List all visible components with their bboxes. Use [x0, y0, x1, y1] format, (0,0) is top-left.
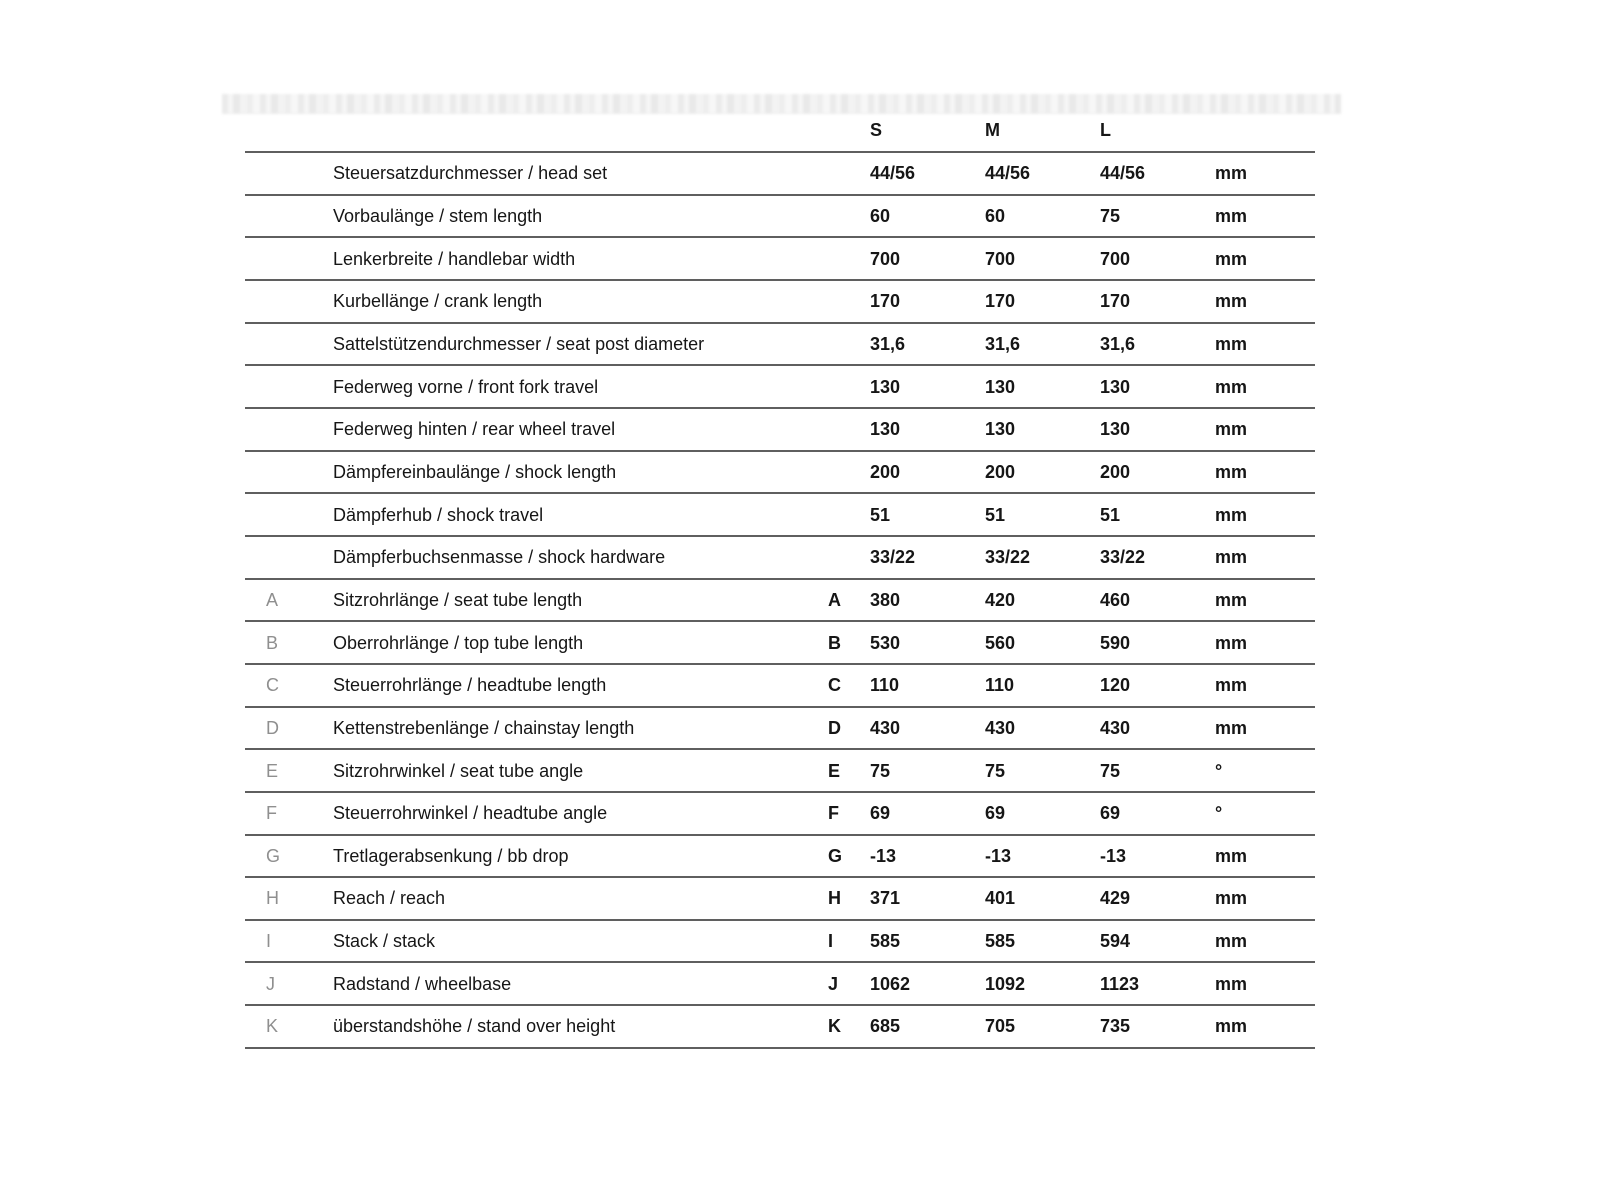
size-m-value: 69 — [985, 803, 1006, 824]
size-s-value: -13 — [870, 845, 897, 866]
row-letter-repeat: E — [828, 760, 841, 781]
size-l-value: 170 — [1100, 291, 1131, 312]
size-l-value: 735 — [1100, 1016, 1131, 1037]
table-row — [245, 196, 1315, 239]
row-label: Kurbellänge / crank length — [333, 291, 543, 312]
size-m-value: 1092 — [985, 973, 1026, 994]
row-unit: mm — [1215, 675, 1248, 696]
row-letter-repeat: I — [828, 931, 834, 952]
size-m-value: 560 — [985, 632, 1016, 653]
row-letter: K — [266, 1016, 279, 1037]
size-l-value: 130 — [1100, 419, 1131, 440]
row-letter-repeat: F — [828, 803, 839, 824]
size-s-value: 700 — [870, 248, 901, 269]
row-label: Oberrohrlänge / top tube length — [333, 632, 584, 653]
row-label: Steuerrohrwinkel / headtube angle — [333, 803, 608, 824]
column-header-size-s: S — [870, 119, 883, 140]
row-unit: mm — [1215, 461, 1248, 482]
table-row — [245, 153, 1315, 196]
row-letter: I — [266, 931, 272, 952]
size-s-value: 31,6 — [870, 333, 906, 354]
row-label: Reach / reach — [333, 888, 446, 909]
row-unit: mm — [1215, 931, 1248, 952]
size-m-value: 31,6 — [985, 333, 1021, 354]
row-label: Sattelstützendurchmesser / seat post diameter — [333, 333, 705, 354]
table-header-row — [245, 108, 1315, 153]
row-letter-repeat: A — [828, 589, 841, 610]
row-unit: mm — [1215, 291, 1248, 312]
row-label: Tretlagerabsenkung / bb drop — [333, 845, 569, 866]
size-l-value: 700 — [1100, 248, 1131, 269]
table-row — [245, 665, 1315, 708]
table-row — [245, 238, 1315, 281]
table-row — [245, 409, 1315, 452]
row-unit: mm — [1215, 333, 1248, 354]
size-l-value: 31,6 — [1100, 333, 1136, 354]
size-s-value: 371 — [870, 888, 901, 909]
row-label: Steuerrohrlänge / headtube length — [333, 675, 607, 696]
table-row — [245, 537, 1315, 580]
size-s-value: 130 — [870, 419, 901, 440]
size-m-value: 130 — [985, 419, 1016, 440]
size-m-value: 170 — [985, 291, 1016, 312]
table-row — [245, 750, 1315, 793]
row-label: Federweg hinten / rear wheel travel — [333, 419, 616, 440]
row-letter-repeat: J — [828, 973, 839, 994]
size-s-value: 1062 — [870, 973, 911, 994]
size-s-value: 69 — [870, 803, 891, 824]
size-m-value: 60 — [985, 205, 1006, 226]
size-l-value: 44/56 — [1100, 163, 1146, 184]
row-letter: J — [266, 973, 275, 994]
column-header-size-m: M — [985, 119, 1000, 140]
size-s-value: 585 — [870, 931, 901, 952]
size-s-value: 430 — [870, 717, 901, 738]
row-letter: G — [266, 845, 281, 866]
row-unit: mm — [1215, 1016, 1248, 1037]
row-letter-repeat: D — [828, 717, 841, 738]
table-row — [245, 836, 1315, 879]
table-row — [245, 366, 1315, 409]
row-label: Radstand / wheelbase — [333, 973, 512, 994]
size-s-value: 51 — [870, 504, 891, 525]
row-letter: B — [266, 632, 279, 653]
row-unit: mm — [1215, 376, 1248, 397]
size-l-value: -13 — [1100, 845, 1127, 866]
row-label: Vorbaulänge / stem length — [333, 205, 543, 226]
table-row — [245, 708, 1315, 751]
row-unit: mm — [1215, 632, 1248, 653]
table-row — [245, 1006, 1315, 1049]
size-s-value: 170 — [870, 291, 901, 312]
size-l-value: 120 — [1100, 675, 1131, 696]
size-l-value: 590 — [1100, 632, 1131, 653]
size-m-value: 200 — [985, 461, 1016, 482]
row-label: Dämpferhub / shock travel — [333, 504, 544, 525]
row-label: Kettenstrebenlänge / chainstay length — [333, 717, 635, 738]
table-body — [245, 153, 1315, 1049]
size-l-value: 51 — [1100, 504, 1121, 525]
size-s-value: 530 — [870, 632, 901, 653]
size-l-value: 594 — [1100, 931, 1131, 952]
size-m-value: 110 — [985, 675, 1015, 696]
size-s-value: 380 — [870, 589, 901, 610]
size-l-value: 430 — [1100, 717, 1131, 738]
table-row — [245, 324, 1315, 367]
size-m-value: 430 — [985, 717, 1016, 738]
size-l-value: 200 — [1100, 461, 1131, 482]
size-s-value: 130 — [870, 376, 901, 397]
size-s-value: 75 — [870, 760, 891, 781]
row-unit: mm — [1215, 419, 1248, 440]
row-label: Lenkerbreite / handlebar width — [333, 248, 576, 269]
row-letter: D — [266, 717, 279, 738]
size-m-value: 130 — [985, 376, 1016, 397]
table-row — [245, 281, 1315, 324]
column-header-size-l: L — [1100, 119, 1111, 140]
row-label: Federweg vorne / front fork travel — [333, 376, 599, 397]
row-letter: E — [266, 760, 279, 781]
size-s-value: 200 — [870, 461, 901, 482]
geometry-table — [245, 108, 1315, 1049]
size-s-value: 110 — [870, 675, 900, 696]
row-unit: mm — [1215, 888, 1248, 909]
size-l-value: 1123 — [1100, 973, 1140, 994]
row-letter: H — [266, 888, 279, 909]
row-unit: mm — [1215, 205, 1248, 226]
size-s-value: 44/56 — [870, 163, 916, 184]
row-letter-repeat: B — [828, 632, 841, 653]
table-row — [245, 963, 1315, 1006]
size-m-value: 51 — [985, 504, 1006, 525]
size-l-value: 33/22 — [1100, 547, 1146, 568]
table-row — [245, 622, 1315, 665]
row-letter: C — [266, 675, 279, 696]
size-l-value: 75 — [1100, 760, 1121, 781]
row-letter: A — [266, 589, 279, 610]
size-s-value: 685 — [870, 1016, 901, 1037]
row-unit: ° — [1215, 760, 1223, 781]
size-l-value: 460 — [1100, 589, 1131, 610]
size-m-value: 33/22 — [985, 547, 1031, 568]
row-unit: mm — [1215, 589, 1248, 610]
row-unit: mm — [1215, 717, 1248, 738]
size-m-value: 401 — [985, 888, 1016, 909]
size-l-value: 69 — [1100, 803, 1121, 824]
row-unit: mm — [1215, 504, 1248, 525]
row-label: Stack / stack — [333, 931, 436, 952]
size-m-value: 420 — [985, 589, 1016, 610]
size-l-value: 75 — [1100, 205, 1121, 226]
size-l-value: 429 — [1100, 888, 1131, 909]
row-letter-repeat: G — [828, 845, 843, 866]
row-label: Steuersatzdurchmesser / head set — [333, 163, 608, 184]
table-row — [245, 494, 1315, 537]
size-l-value: 130 — [1100, 376, 1131, 397]
row-label: überstandshöhe / stand over height — [333, 1016, 616, 1037]
table-row — [245, 452, 1315, 495]
row-unit: mm — [1215, 248, 1248, 269]
size-m-value: -13 — [985, 845, 1012, 866]
row-label: Sitzrohrwinkel / seat tube angle — [333, 760, 584, 781]
size-s-value: 33/22 — [870, 547, 916, 568]
size-m-value: 44/56 — [985, 163, 1031, 184]
table-row — [245, 921, 1315, 964]
row-label: Sitzrohrlänge / seat tube length — [333, 589, 583, 610]
row-unit: mm — [1215, 973, 1248, 994]
row-unit: ° — [1215, 803, 1223, 824]
table-row — [245, 580, 1315, 623]
row-unit: mm — [1215, 547, 1248, 568]
size-s-value: 60 — [870, 205, 891, 226]
size-m-value: 705 — [985, 1016, 1016, 1037]
row-letter-repeat: C — [828, 675, 841, 696]
row-unit: mm — [1215, 163, 1248, 184]
row-letter-repeat: K — [828, 1016, 841, 1037]
row-label: Dämpferbuchsenmasse / shock hardware — [333, 547, 666, 568]
size-m-value: 700 — [985, 248, 1016, 269]
row-letter: F — [266, 803, 277, 824]
row-label: Dämpfereinbaulänge / shock length — [333, 461, 617, 482]
table-row — [245, 878, 1315, 921]
table-row — [245, 793, 1315, 836]
size-m-value: 75 — [985, 760, 1006, 781]
size-m-value: 585 — [985, 931, 1016, 952]
row-unit: mm — [1215, 845, 1248, 866]
row-letter-repeat: H — [828, 888, 841, 909]
